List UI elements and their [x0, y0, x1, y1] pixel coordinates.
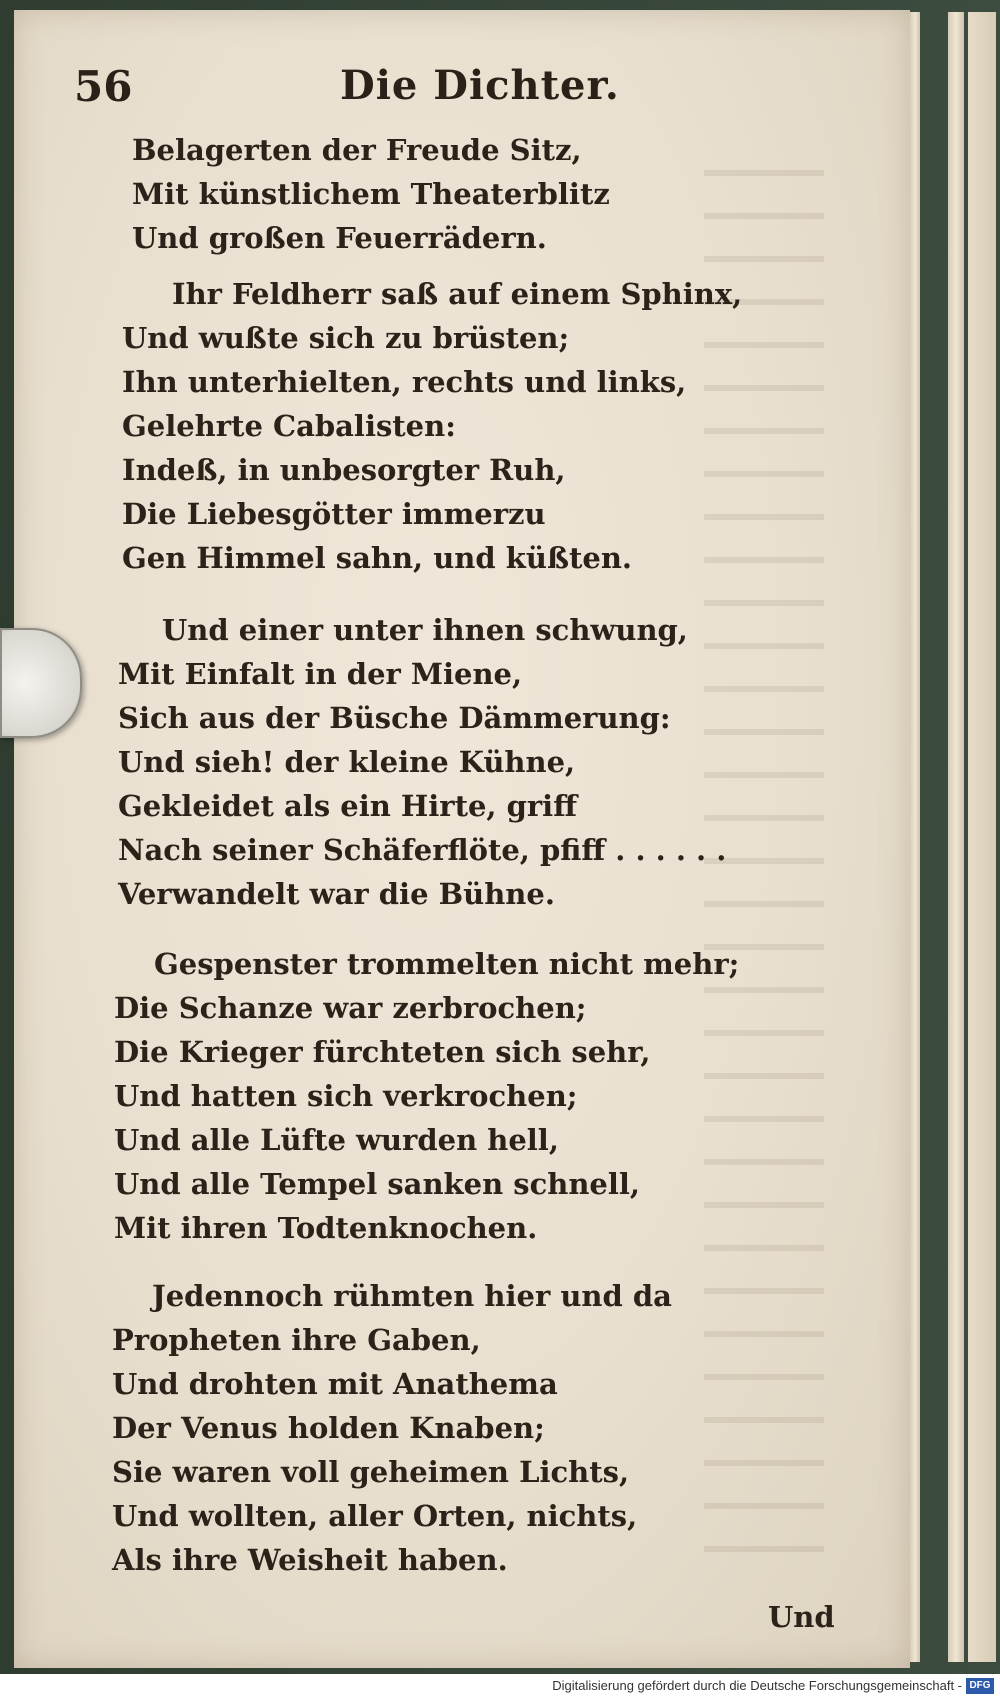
poem-line: Gen Himmel sahn, und küßten. — [122, 541, 633, 575]
stanza-3 — [118, 608, 818, 916]
poem-line: Sie waren voll geheimen Lichts, — [112, 1455, 630, 1489]
running-title: Die Dichter. — [340, 62, 620, 109]
poem-line: Als ihre Weisheit haben. — [112, 1543, 508, 1577]
poem-line: Ihr Feldherr saß auf einem Sphinx, — [172, 277, 743, 311]
page-number: 56 — [74, 62, 133, 111]
poem-line: Der Venus holden Knaben; — [112, 1411, 545, 1445]
dfg-logo: DFG — [966, 1678, 994, 1694]
poem-line: Mit künstlichem Theaterblitz — [132, 177, 610, 211]
page-edge — [948, 12, 964, 1662]
poem-line: Gelehrte Cabalisten: — [122, 409, 456, 443]
stanza-2 — [122, 272, 822, 580]
page-edge — [910, 12, 920, 1662]
catchword: Und — [768, 1600, 835, 1634]
page-edge — [968, 12, 996, 1662]
book-page — [14, 10, 910, 1668]
poem-line: Gekleidet als ein Hirte, griff — [118, 789, 578, 823]
poem-line: Mit Einfalt in der Miene, — [118, 657, 523, 691]
stanza-1 — [132, 128, 832, 260]
poem-line: Die Krieger fürchteten sich sehr, — [114, 1035, 651, 1069]
poem-line: Und wußte sich zu brüsten; — [122, 321, 570, 355]
poem-line: Ihn unterhielten, rechts und links, — [122, 365, 687, 399]
footer-bar — [0, 1674, 1000, 1698]
stanza-5 — [112, 1274, 812, 1582]
poem-line: Die Schanze war zerbrochen; — [114, 991, 587, 1025]
poem-line: Sich aus der Büsche Dämmerung: — [118, 701, 671, 735]
stanza-4 — [114, 942, 814, 1250]
poem-line: Indeß, in unbesorgter Ruh, — [122, 453, 566, 487]
poem-line: Gespenster trommelten nicht mehr; — [154, 947, 740, 981]
poem-line: Und großen Feuerrädern. — [132, 221, 547, 255]
poem-line: Und sieh! der kleine Kühne, — [118, 745, 576, 779]
poem-line: Und wollten, aller Orten, nichts, — [112, 1499, 638, 1533]
poem-line: Und alle Lüfte wurden hell, — [114, 1123, 559, 1157]
poem-line: Verwandelt war die Bühne. — [118, 877, 555, 911]
page-header — [74, 62, 774, 122]
poem-line: Und hatten sich verkrochen; — [114, 1079, 578, 1113]
poem-line: Jedennoch rühmten hier und da — [152, 1279, 672, 1313]
poem-line: Nach seiner Schäferflöte, pfiff . . . . . . — [118, 833, 727, 867]
funding-credit: Digitalisierung gefördert durch die Deutsche Forschungsgemeinschaft - — [552, 1678, 962, 1693]
poem-line: Belagerten der Freude Sitz, — [132, 133, 582, 167]
poem-line: Und drohten mit Anathema — [112, 1367, 558, 1401]
poem-line: Die Liebesgötter immerzu — [122, 497, 546, 531]
poem-line: Und alle Tempel sanken schnell, — [114, 1167, 641, 1201]
poem-line: Und einer unter ihnen schwung, — [162, 613, 688, 647]
poem-line: Propheten ihre Gaben, — [112, 1323, 481, 1357]
poem-line: Mit ihren Todtenknochen. — [114, 1211, 538, 1245]
